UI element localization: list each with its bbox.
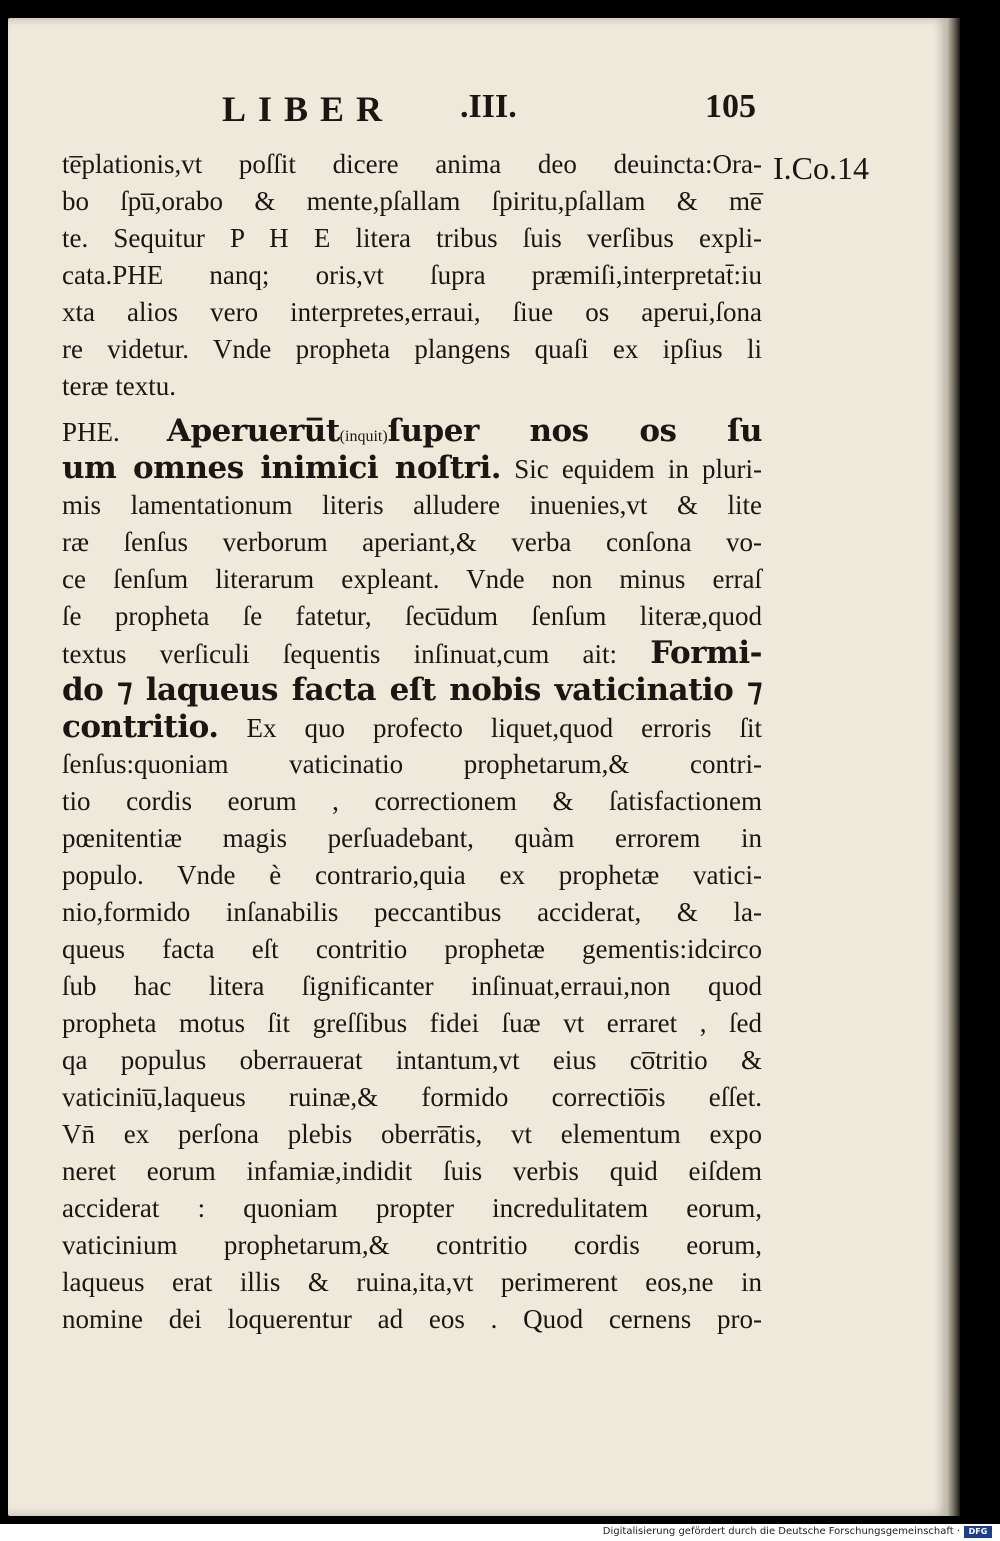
header-book-number: .III.	[460, 88, 517, 125]
text-line: ſenſus:quoniam vaticinatio prophetarum,& contri-	[62, 749, 762, 779]
text-line: populo. Vnde è contrario,quia ex prophetæ vatici-	[62, 860, 762, 890]
verse-quote: Formi-	[650, 635, 763, 671]
verse-quote: Aperueru̅t	[166, 413, 340, 449]
text-line: tio cordis eorum , correctionem & ſatisfactionem	[62, 786, 762, 816]
text-line: nio,formido inſanabilis peccantibus acciderat, & la-	[62, 897, 762, 927]
text-line: nomine dei loquerentur ad eos . Quod cernens pro-	[62, 1304, 762, 1334]
phe-label: PHE.	[62, 417, 120, 447]
text-line: Vn̄ ex perſona plebis oberra̅tis, vt elementum expo	[62, 1119, 762, 1149]
verse-inquit: (inquit)	[339, 428, 388, 445]
verse-quote: contritio.	[62, 709, 219, 745]
text-line: pœnitentiæ magis perſuadebant, quàm errorem in	[62, 823, 762, 853]
text-line: ce ſenſum literarum expleant. Vnde non minus erraſ	[62, 564, 762, 594]
text-line	[62, 709, 762, 746]
text-line: te. Sequitur P H E litera tribus ſuis verſibus expli-	[62, 223, 762, 253]
verse-quote: um omnes inimici noſtri.	[62, 450, 502, 486]
text-line	[62, 450, 762, 487]
text-line: ſe propheta ſe fatetur, ſecu̅dum ſenſum literæ,quod	[62, 601, 762, 631]
marginal-note: I.Co.14	[773, 150, 869, 186]
text-line	[62, 635, 762, 672]
text-line: vaticiniu̅,laqueus ruinæ,& formido correctio̅is eſſet.	[62, 1082, 762, 1112]
digitization-credit: Digitalisierung gefördert durch die Deutsche Forschungsgemeinschaft ·	[602, 1526, 960, 1537]
body-text	[62, 146, 762, 1338]
text-line: ræ ſenſus verborum aperiant,& verba conſona vo-	[62, 527, 762, 557]
text-segment: textus verſiculi ſequentis inſinuat,cum ait:	[62, 639, 618, 669]
verse-quote-cont: ſuper nos os ſu	[387, 413, 763, 449]
text-line: te̅plationis,vt poſſit dicere anima deo deuincta:Ora-	[62, 149, 762, 179]
text-line: neret eorum infamiæ,indidit ſuis verbis quid eiſdem	[62, 1156, 762, 1186]
text-line: propheta motus ſit greſſibus fidei ſuæ vt erraret , ſed	[62, 1008, 762, 1038]
text-line	[62, 672, 762, 709]
verse-quote: do ⁊ laqueus facta eſt nobis vaticinatio ⁊	[62, 672, 762, 708]
dfg-logo: DFG	[964, 1526, 992, 1538]
page-number: 105	[705, 88, 756, 125]
text-line: acciderat : quoniam propter incredulitatem eorum,	[62, 1193, 762, 1223]
text-line: vaticinium prophetarum,& contritio cordis eorum,	[62, 1230, 762, 1260]
text-line: cata.PHE nanq; oris,vt ſupra præmiſi,interpretat̄:iu	[62, 260, 762, 290]
header-liber: LIBER	[222, 89, 395, 129]
text-segment: Ex quo profecto liquet,quod erroris ſit	[246, 713, 762, 743]
text-line: teræ textu.	[62, 371, 176, 401]
text-line: laqueus erat illis & ruina,ita,vt perimerent eos,ne in	[62, 1267, 762, 1297]
text-line: qa populus oberrauerat intantum,vt eius co̅tritio &	[62, 1045, 762, 1075]
text-segment: Sic equidem in pluri-	[514, 454, 762, 484]
text-line: bo ſpu̅,orabo & mente,pſallam ſpiritu,pſallam & me̅	[62, 186, 762, 216]
phe-verse-line	[62, 413, 762, 450]
text-line: ſub hac litera ſignificanter inſinuat,erraui,non quod	[62, 971, 762, 1001]
running-header	[0, 88, 1000, 128]
text-line: mis lamentationum literis alludere inuenies,vt & lite	[62, 490, 762, 520]
page-edge	[946, 18, 960, 1516]
text-line: queus facta eſt contritio prophetæ gementis:idcirco	[62, 934, 762, 964]
text-line: xta alios vero interpretes,erraui, ſiue os aperui,ſona	[62, 297, 762, 327]
text-line: re videtur. Vnde propheta plangens quaſi ex ipſius li	[62, 334, 762, 364]
